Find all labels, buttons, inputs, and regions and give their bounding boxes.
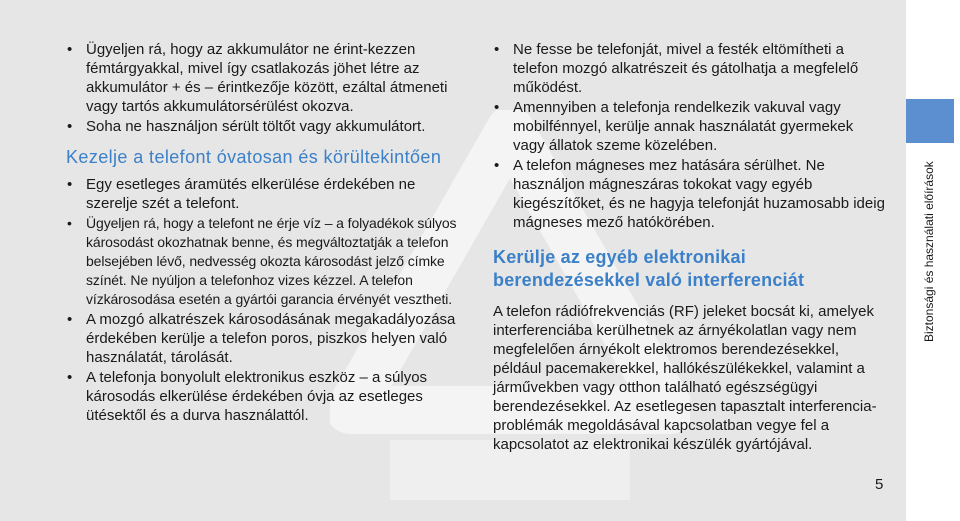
battery-safety-list xyxy=(66,40,466,136)
section-tab xyxy=(906,99,954,143)
section-heading-handle-carefully: Kezelje a telefont óvatosan és körültekintően xyxy=(66,147,442,167)
interference-paragraph: A telefon rádiófrekvenciás (RF) jeleket bocsát ki, amelyek interferenciába kerülhetnek az árnyékolatlan vagy nem megfelelően árnyékolt elektromos berendezésekkel, például pacemakerekkel, hallókészülékekkel, valamint a járművekben vagy otthon található egészségügyi berendezésekkel. Az esetlegesen tapasztalt interferencia-problémák megoldásával kapcsolatban vegye fel a kapcsolatot az elektronikai készülék gyártójával. xyxy=(493,303,877,453)
section-label: Biztonsági és használati előírások xyxy=(922,161,936,342)
right-column xyxy=(493,40,885,454)
list-item: • A telefon mágneses mez hatására sérülhet. Ne használjon mágneszáras tokokat vagy egyéb kiegészítőket, és ne hagyja telefonját huzamosabb ideig mágneses mező hatókörében. xyxy=(493,156,885,232)
list-item: • Ügyeljen rá, hogy az akkumulátor ne érint-kezzen fémtárgyakkal, mivel így csatlakozás jöhet létre az akkumulátor + és – érintkezője között, ezáltal átmeneti vagy tartós akkumulátorsérülést okozva. xyxy=(66,40,466,116)
list-item: • Amennyiben a telefonja rendelkezik vakuval vagy mobilfénnyel, kerülje annak használatát gyermekek vagy állatok szeme közelében. xyxy=(493,98,885,155)
page-number: 5 xyxy=(875,476,884,493)
care-list xyxy=(493,40,885,232)
left-column xyxy=(66,40,466,426)
list-item: • A mozgó alkatrészek károsodásának megakadályozása érdekében kerülje a telefon poros, piszkos helyen való használatát, tárolását. xyxy=(66,310,466,367)
list-item: • Ügyeljen rá, hogy a telefont ne érje víz – a folyadékok súlyos károsodást okozhatnak benne, és megváltoztatják a telefon belsejében lévő, nedvesség okozta károsodást jelző címke színét. Ne nyúljon a telefonhoz vizes kézzel. A telefon vízkárosodása esetén a gyártói garancia érvényét vesztheti. xyxy=(66,214,466,309)
handling-list xyxy=(66,175,466,425)
list-item: • Ne fesse be telefonját, mivel a festék eltömítheti a telefon mozgó alkatrészeit és gátolhatja a megfelelő működést. xyxy=(493,40,885,97)
list-item: • Egy esetleges áramütés elkerülése érdekében ne szerelje szét a telefont. xyxy=(66,175,466,213)
list-item: • Soha ne használjon sérült töltőt vagy akkumulátort. xyxy=(66,117,466,136)
section-heading-interference: Kerülje az egyéb elektronikai berendezésekkel való interferenciát xyxy=(493,247,805,290)
list-item: • A telefonja bonyolult elektronikus eszköz – a súlyos károsodás elkerülése érdekében óvja az esetleges ütésektől és a durva használattól. xyxy=(66,368,466,425)
